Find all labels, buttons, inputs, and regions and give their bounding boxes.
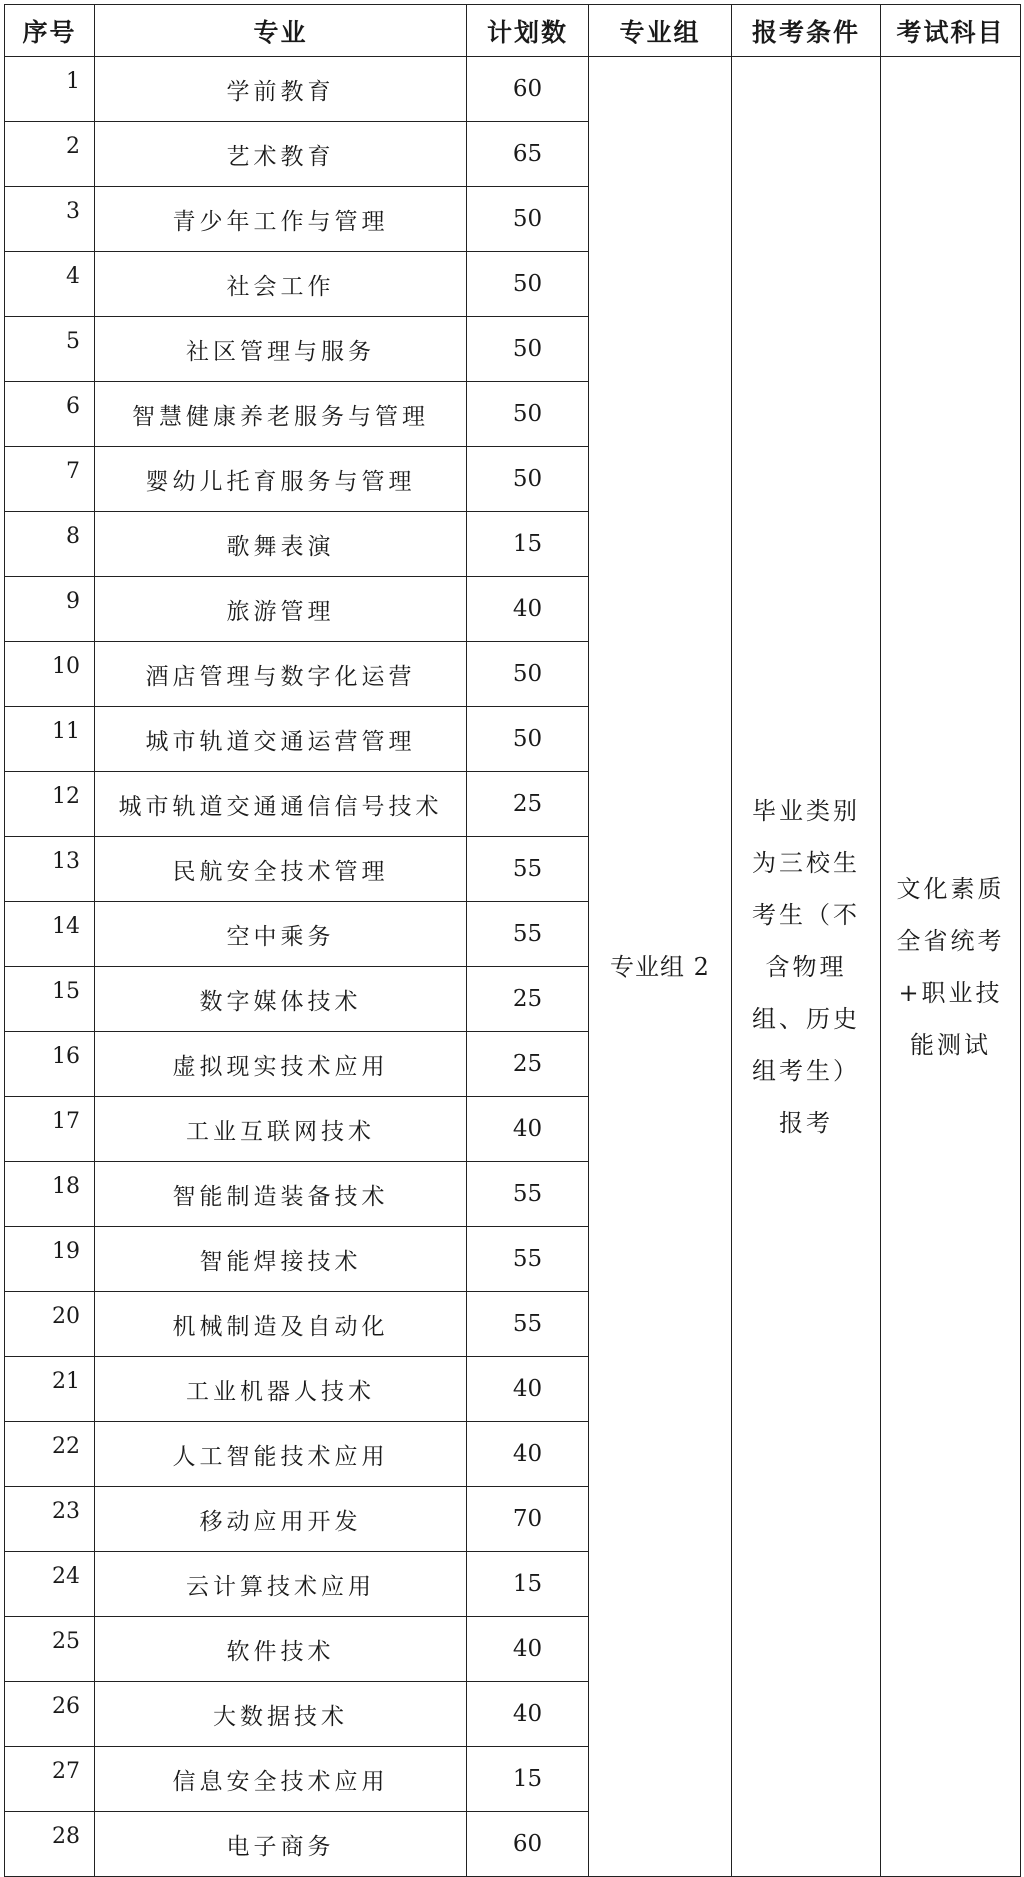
row-plan-count: 40	[467, 1682, 589, 1747]
row-plan-count: 50	[467, 447, 589, 512]
header-group: 专业组	[589, 5, 732, 57]
row-plan-count: 70	[467, 1487, 589, 1552]
row-index: 24	[5, 1552, 95, 1617]
row-plan-count: 40	[467, 577, 589, 642]
row-plan-count: 60	[467, 1812, 589, 1877]
row-major: 数字媒体技术	[95, 967, 467, 1032]
row-index: 2	[5, 122, 95, 187]
row-plan-count: 60	[467, 57, 589, 122]
row-major: 城市轨道交通通信信号技术	[95, 772, 467, 837]
row-index: 5	[5, 317, 95, 382]
major-group-cell: 专业组 2	[589, 57, 732, 1877]
row-major: 工业机器人技术	[95, 1357, 467, 1422]
table-row	[5, 57, 1021, 122]
row-major: 虚拟现实技术应用	[95, 1032, 467, 1097]
row-major: 酒店管理与数字化运营	[95, 642, 467, 707]
row-major: 信息安全技术应用	[95, 1747, 467, 1812]
subjects-text: 文化素质全省统考+职业技能测试	[896, 874, 1005, 1059]
row-index: 12	[5, 772, 95, 837]
row-major: 空中乘务	[95, 902, 467, 967]
row-index: 8	[5, 512, 95, 577]
subjects-cell	[881, 57, 1021, 1877]
row-index: 17	[5, 1097, 95, 1162]
row-plan-count: 40	[467, 1097, 589, 1162]
row-index: 4	[5, 252, 95, 317]
row-plan-count: 55	[467, 1227, 589, 1292]
enrollment-plan-sheet	[4, 4, 1021, 1877]
row-plan-count: 55	[467, 1292, 589, 1357]
row-major: 歌舞表演	[95, 512, 467, 577]
row-major: 智能焊接技术	[95, 1227, 467, 1292]
row-index: 26	[5, 1682, 95, 1747]
row-major: 移动应用开发	[95, 1487, 467, 1552]
row-index: 23	[5, 1487, 95, 1552]
condition-text: 毕业类别为三校生考生（不含物理组、历史组考生）报考	[752, 796, 860, 1137]
row-major: 软件技术	[95, 1617, 467, 1682]
row-index: 6	[5, 382, 95, 447]
row-index: 25	[5, 1617, 95, 1682]
row-plan-count: 40	[467, 1617, 589, 1682]
row-plan-count: 25	[467, 1032, 589, 1097]
row-major: 智能制造装备技术	[95, 1162, 467, 1227]
row-plan-count: 15	[467, 1552, 589, 1617]
row-index: 14	[5, 902, 95, 967]
row-index: 9	[5, 577, 95, 642]
row-index: 3	[5, 187, 95, 252]
header-subjects: 考试科目	[881, 5, 1021, 57]
row-index: 18	[5, 1162, 95, 1227]
row-major: 青少年工作与管理	[95, 187, 467, 252]
header-condition: 报考条件	[732, 5, 881, 57]
row-plan-count: 50	[467, 707, 589, 772]
row-plan-count: 40	[467, 1357, 589, 1422]
row-major: 民航安全技术管理	[95, 837, 467, 902]
table-body	[5, 57, 1021, 1877]
row-major: 电子商务	[95, 1812, 467, 1877]
row-plan-count: 50	[467, 642, 589, 707]
row-plan-count: 40	[467, 1422, 589, 1487]
condition-cell	[732, 57, 881, 1877]
row-major: 人工智能技术应用	[95, 1422, 467, 1487]
row-index: 21	[5, 1357, 95, 1422]
row-index: 1	[5, 57, 95, 122]
row-major: 工业互联网技术	[95, 1097, 467, 1162]
row-index: 11	[5, 707, 95, 772]
header-plan: 计划数	[467, 5, 589, 57]
row-index: 22	[5, 1422, 95, 1487]
row-major: 婴幼儿托育服务与管理	[95, 447, 467, 512]
row-major: 学前教育	[95, 57, 467, 122]
row-plan-count: 15	[467, 1747, 589, 1812]
row-plan-count: 50	[467, 382, 589, 447]
row-plan-count: 15	[467, 512, 589, 577]
row-index: 19	[5, 1227, 95, 1292]
row-major: 云计算技术应用	[95, 1552, 467, 1617]
row-plan-count: 25	[467, 967, 589, 1032]
row-major: 旅游管理	[95, 577, 467, 642]
row-index: 20	[5, 1292, 95, 1357]
row-index: 16	[5, 1032, 95, 1097]
table-header-row	[5, 5, 1021, 57]
row-plan-count: 50	[467, 252, 589, 317]
row-plan-count: 25	[467, 772, 589, 837]
row-major: 大数据技术	[95, 1682, 467, 1747]
row-major: 城市轨道交通运营管理	[95, 707, 467, 772]
row-major: 社区管理与服务	[95, 317, 467, 382]
enrollment-plan-table	[4, 4, 1021, 1877]
row-index: 27	[5, 1747, 95, 1812]
row-plan-count: 55	[467, 902, 589, 967]
row-major: 智慧健康养老服务与管理	[95, 382, 467, 447]
row-index: 28	[5, 1812, 95, 1877]
row-plan-count: 55	[467, 1162, 589, 1227]
row-major: 艺术教育	[95, 122, 467, 187]
row-plan-count: 55	[467, 837, 589, 902]
header-major: 专业	[95, 5, 467, 57]
row-plan-count: 50	[467, 317, 589, 382]
row-plan-count: 50	[467, 187, 589, 252]
row-index: 10	[5, 642, 95, 707]
header-index: 序号	[5, 5, 95, 57]
row-index: 7	[5, 447, 95, 512]
row-major: 社会工作	[95, 252, 467, 317]
row-major: 机械制造及自动化	[95, 1292, 467, 1357]
row-index: 15	[5, 967, 95, 1032]
row-plan-count: 65	[467, 122, 589, 187]
row-index: 13	[5, 837, 95, 902]
